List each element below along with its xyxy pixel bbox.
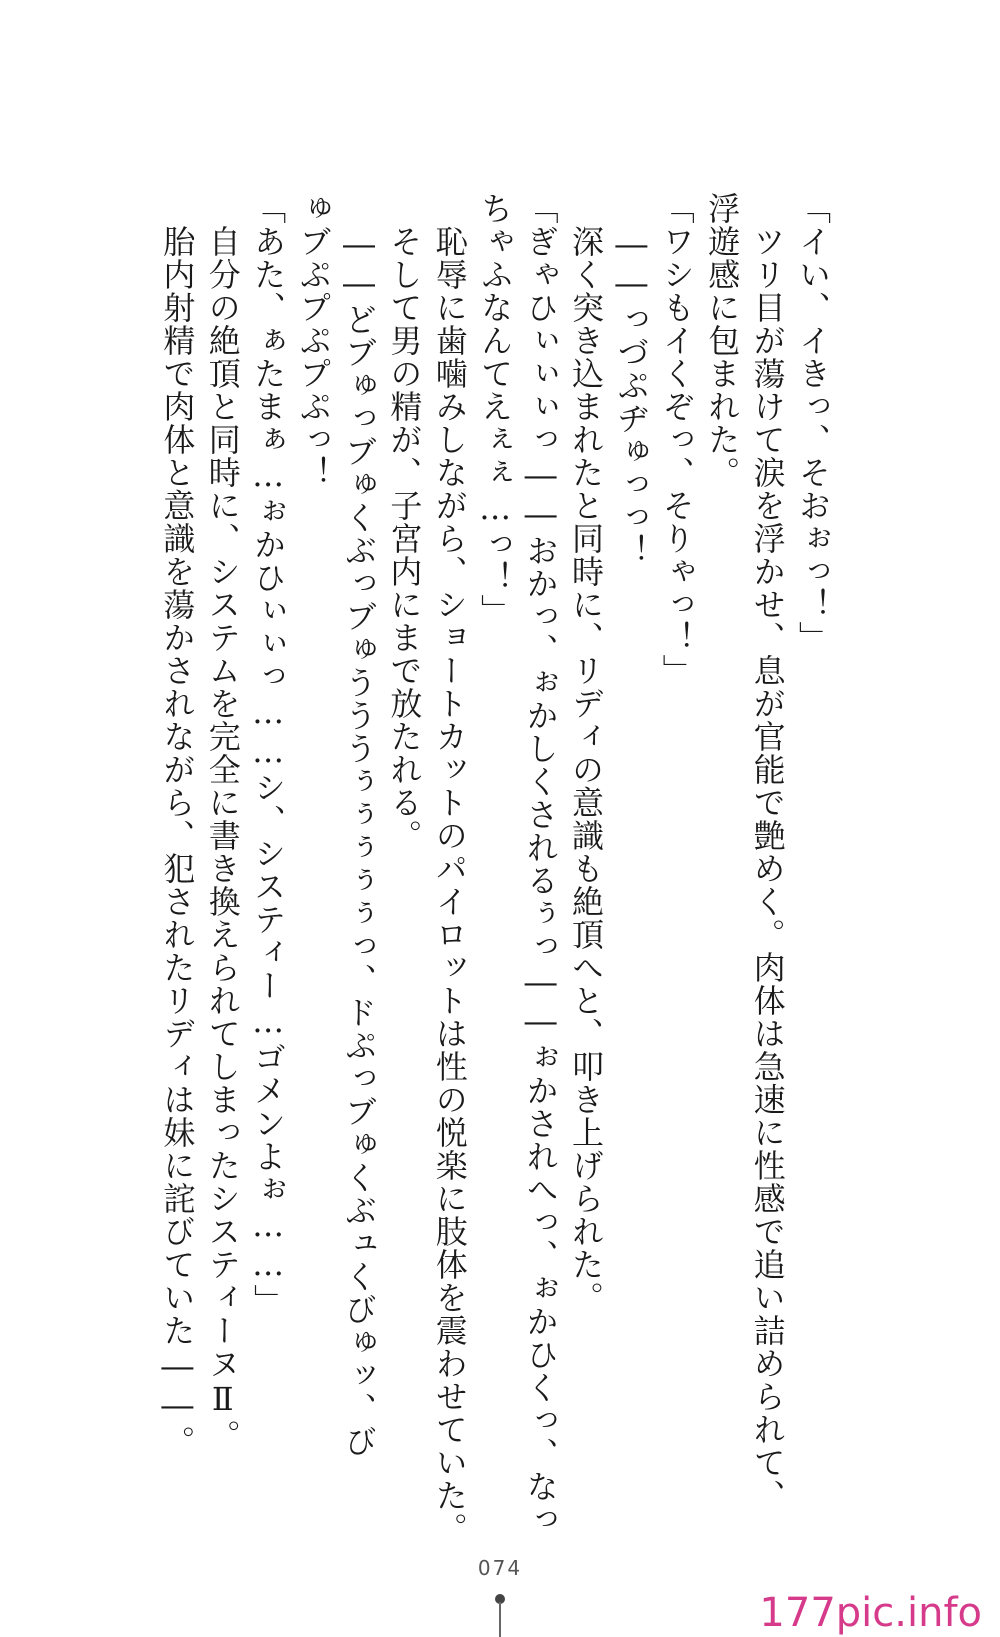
text-line-4: 「ワシもイくぞっ、そりゃっ！」 — [657, 192, 696, 687]
text-line-13: 「あた、ぁたまぁ…ぉかひぃぃっ……シ、システィー…ゴメンよぉ……」 — [249, 192, 288, 1317]
text-line-9: 恥辱に歯噛みしながら、ショートカットのパイロットは性の悦楽に肢体を震わせていた。 — [430, 192, 469, 1545]
text-line-14: 自分の絶頂と同時に、システムを完全に書き換えられてしまったシスティーヌⅡ。 — [203, 192, 242, 1452]
page-marker-line — [499, 1602, 501, 1637]
text-line-15: 胎内射精で肉体と意識を蕩かされながら、犯されたリディは妹に詫びていた――。 — [158, 192, 197, 1458]
text-line-7: 「ぎゃひぃぃぃっ――おかっ、ぉかしくされるぅっ――ぉかされへっ、ぉかひくっ、なっ — [521, 192, 560, 1536]
text-line-10: そして男の精が、子宮内にまで放たれる。 — [385, 192, 424, 852]
page-number: 074 — [477, 1556, 523, 1580]
text-line-2: ツリ目が蕩けて涙を浮かせ、息が官能で艶めく。肉体は急速に性感で追い詰められて、 — [748, 192, 787, 1512]
text-line-8: ちゃふなんてえぇぇ…っ！」 — [476, 192, 515, 627]
text-line-5: ――っづぷヂゅっっ！ — [612, 192, 651, 567]
vertical-text-body — [154, 192, 835, 1545]
watermark: 177pic.info — [759, 1590, 982, 1636]
text-line-3: 浮遊感に包まれた。 — [703, 192, 742, 489]
text-line-11: ――どブゅっブゅくぶっブゅうううぅぅぅぅぅっ、ドぷっブゅくぶュくびゅッ、び — [339, 192, 378, 1458]
text-line-6: 深く突き込まれたと同時に、リディの意識も絶頂へと、叩き上げられた。 — [566, 192, 605, 1314]
text-line-1: 「イい、イきっ、そおぉっ！」 — [794, 192, 832, 654]
text-line-12: ゅブぷプぷプぷっ！ — [294, 192, 333, 489]
